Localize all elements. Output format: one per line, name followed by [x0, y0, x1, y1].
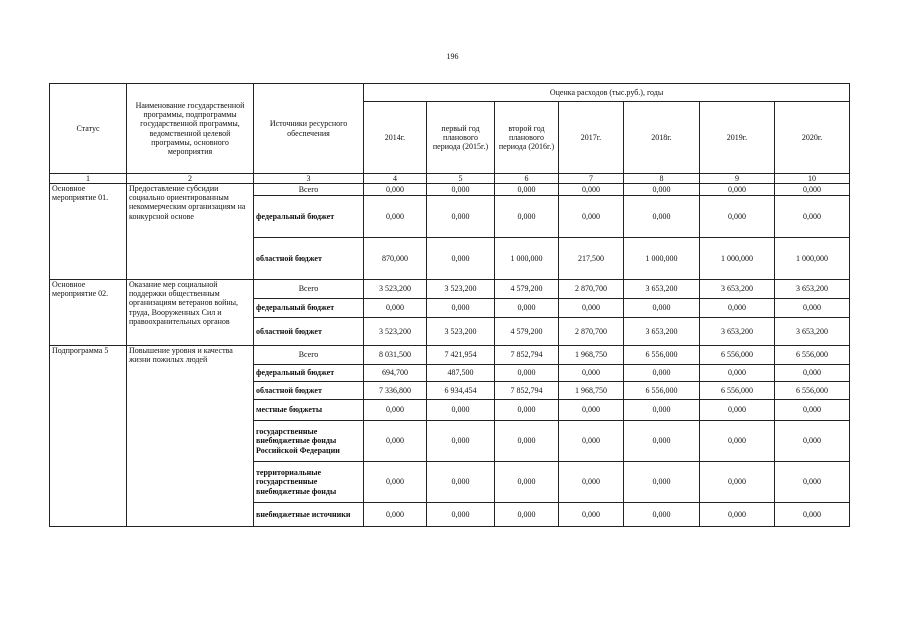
expense-value: 217,500	[559, 238, 624, 280]
expense-value: 0,000	[775, 365, 850, 382]
expense-value: 0,000	[495, 299, 559, 318]
expense-value: 1 000,000	[775, 238, 850, 280]
expense-value: 4 579,200	[495, 280, 559, 299]
expense-value: 6 934,454	[427, 382, 495, 400]
expense-value: 7 852,794	[495, 382, 559, 400]
column-number: 6	[495, 174, 559, 184]
row-program-name: Повышение уровня и качества жизни пожилых людей	[127, 346, 254, 527]
funding-source: областной бюджет	[254, 318, 364, 346]
row-status: Основное мероприятие 01.	[50, 184, 127, 280]
funding-source: федеральный бюджет	[254, 299, 364, 318]
expense-value: 0,000	[427, 196, 495, 238]
header-year: 2019г.	[700, 102, 775, 174]
column-number: 4	[364, 174, 427, 184]
column-number: 8	[624, 174, 700, 184]
funding-source: федеральный бюджет	[254, 196, 364, 238]
expense-value: 6 556,000	[624, 346, 700, 365]
row-program-name: Оказание мер социальной поддержки общественным организациям ветеранов войны, труда, Вооруженных Сил и правоохранительных органов	[127, 280, 254, 346]
expense-value: 0,000	[775, 196, 850, 238]
expense-value: 694,700	[364, 365, 427, 382]
expense-value: 0,000	[700, 400, 775, 421]
expense-value: 0,000	[700, 299, 775, 318]
expense-value: 1 000,000	[624, 238, 700, 280]
column-number: 10	[775, 174, 850, 184]
expense-value: 0,000	[775, 421, 850, 462]
column-number: 1	[50, 174, 127, 184]
expense-value: 0,000	[427, 299, 495, 318]
funding-source: федеральный бюджет	[254, 365, 364, 382]
expense-value: 3 653,200	[775, 280, 850, 299]
expense-value: 0,000	[364, 462, 427, 503]
expense-value: 3 653,200	[624, 280, 700, 299]
expense-value: 0,000	[495, 365, 559, 382]
expense-value: 6 556,000	[775, 346, 850, 365]
expense-value: 0,000	[775, 503, 850, 527]
page-number: 196	[446, 52, 459, 61]
expense-value: 3 653,200	[624, 318, 700, 346]
funding-source: Всего	[254, 184, 364, 196]
column-number: 2	[127, 174, 254, 184]
expense-value: 6 556,000	[700, 382, 775, 400]
expense-value: 0,000	[559, 421, 624, 462]
header-year: второй год планового периода (2016г.)	[495, 102, 559, 174]
funding-source: Всего	[254, 280, 364, 299]
expense-value: 0,000	[624, 299, 700, 318]
expense-value: 1 000,000	[495, 238, 559, 280]
expense-value: 4 579,200	[495, 318, 559, 346]
table-row	[50, 280, 850, 299]
expense-value: 0,000	[700, 196, 775, 238]
expense-value: 0,000	[775, 299, 850, 318]
header-year: 2020г.	[775, 102, 850, 174]
expense-value: 3 523,200	[427, 280, 495, 299]
expense-value: 1 968,750	[559, 346, 624, 365]
expense-value: 8 031,500	[364, 346, 427, 365]
header-year: 2017г.	[559, 102, 624, 174]
expense-value: 0,000	[495, 462, 559, 503]
expense-value: 7 421,954	[427, 346, 495, 365]
expense-value: 0,000	[364, 400, 427, 421]
funding-source: местные бюджеты	[254, 400, 364, 421]
expense-value: 6 556,000	[775, 382, 850, 400]
column-number: 3	[254, 174, 364, 184]
expense-value: 0,000	[559, 196, 624, 238]
expense-value: 0,000	[700, 421, 775, 462]
expense-value: 0,000	[775, 184, 850, 196]
header-sources: Источники ресурсного обеспечения	[254, 84, 364, 174]
expense-value: 0,000	[559, 365, 624, 382]
expense-value: 0,000	[495, 503, 559, 527]
expense-value: 0,000	[364, 196, 427, 238]
header-year: 2014г.	[364, 102, 427, 174]
funding-source: территориальные государственные внебюджетные фонды	[254, 462, 364, 503]
expense-value: 0,000	[495, 421, 559, 462]
expense-value: 0,000	[624, 184, 700, 196]
budget-table	[49, 83, 850, 527]
expense-value: 0,000	[427, 184, 495, 196]
expense-value: 0,000	[559, 503, 624, 527]
column-number: 7	[559, 174, 624, 184]
row-status: Подпрограмма 5	[50, 346, 127, 527]
expense-value: 0,000	[559, 299, 624, 318]
expense-value: 0,000	[700, 503, 775, 527]
expense-value: 3 653,200	[775, 318, 850, 346]
header-status: Статус	[50, 84, 127, 174]
expense-value: 0,000	[559, 400, 624, 421]
row-program-name: Предоставление субсидии социально ориентированным некоммерческим организациям на конкурсной основе	[127, 184, 254, 280]
expense-value: 7 336,800	[364, 382, 427, 400]
expense-value: 0,000	[427, 462, 495, 503]
expense-value: 0,000	[624, 421, 700, 462]
expense-value: 0,000	[700, 365, 775, 382]
expense-value: 0,000	[775, 462, 850, 503]
funding-source: Всего	[254, 346, 364, 365]
expense-value: 0,000	[775, 400, 850, 421]
expense-value: 0,000	[495, 196, 559, 238]
table-row	[50, 184, 850, 196]
expense-value: 870,000	[364, 238, 427, 280]
funding-source: областной бюджет	[254, 238, 364, 280]
expense-value: 3 523,200	[427, 318, 495, 346]
expense-value: 0,000	[427, 400, 495, 421]
expense-value: 0,000	[427, 238, 495, 280]
expense-value: 3 523,200	[364, 318, 427, 346]
row-status: Основное мероприятие 02.	[50, 280, 127, 346]
expense-value: 0,000	[700, 462, 775, 503]
expense-value: 0,000	[624, 462, 700, 503]
expense-value: 3 653,200	[700, 280, 775, 299]
expense-value: 6 556,000	[624, 382, 700, 400]
expense-value: 6 556,000	[700, 346, 775, 365]
funding-source: государственные внебюджетные фонды Российской Федерации	[254, 421, 364, 462]
table-row	[50, 346, 850, 365]
expense-value: 0,000	[559, 184, 624, 196]
expense-value: 7 852,794	[495, 346, 559, 365]
column-number-row	[50, 174, 850, 184]
expense-value: 0,000	[559, 462, 624, 503]
header-estimate: Оценка расходов (тыс.руб.), годы	[364, 84, 850, 102]
funding-source: областной бюджет	[254, 382, 364, 400]
header-program-name: Наименование государственной программы, подпрограммы государственной программы, ведомственной целевой программы, основного мероприятия	[127, 84, 254, 174]
expense-value: 3 653,200	[700, 318, 775, 346]
expense-value: 0,000	[364, 503, 427, 527]
expense-value: 0,000	[364, 184, 427, 196]
expense-value: 0,000	[364, 421, 427, 462]
expense-value: 1 968,750	[559, 382, 624, 400]
expense-value: 0,000	[624, 365, 700, 382]
expense-value: 2 870,700	[559, 280, 624, 299]
expense-value: 0,000	[427, 421, 495, 462]
expense-value: 3 523,200	[364, 280, 427, 299]
expense-value: 2 870,700	[559, 318, 624, 346]
funding-source: внебюджетные источники	[254, 503, 364, 527]
column-number: 5	[427, 174, 495, 184]
expense-value: 487,500	[427, 365, 495, 382]
expense-value: 0,000	[624, 400, 700, 421]
expense-value: 0,000	[364, 299, 427, 318]
expense-value: 0,000	[700, 184, 775, 196]
expense-value: 0,000	[624, 196, 700, 238]
header-year: первый год планового периода (2015г.)	[427, 102, 495, 174]
column-number: 9	[700, 174, 775, 184]
expense-value: 0,000	[495, 400, 559, 421]
expense-value: 0,000	[427, 503, 495, 527]
header-year: 2018г.	[624, 102, 700, 174]
expense-value: 0,000	[624, 503, 700, 527]
expense-value: 0,000	[495, 184, 559, 196]
expense-value: 1 000,000	[700, 238, 775, 280]
